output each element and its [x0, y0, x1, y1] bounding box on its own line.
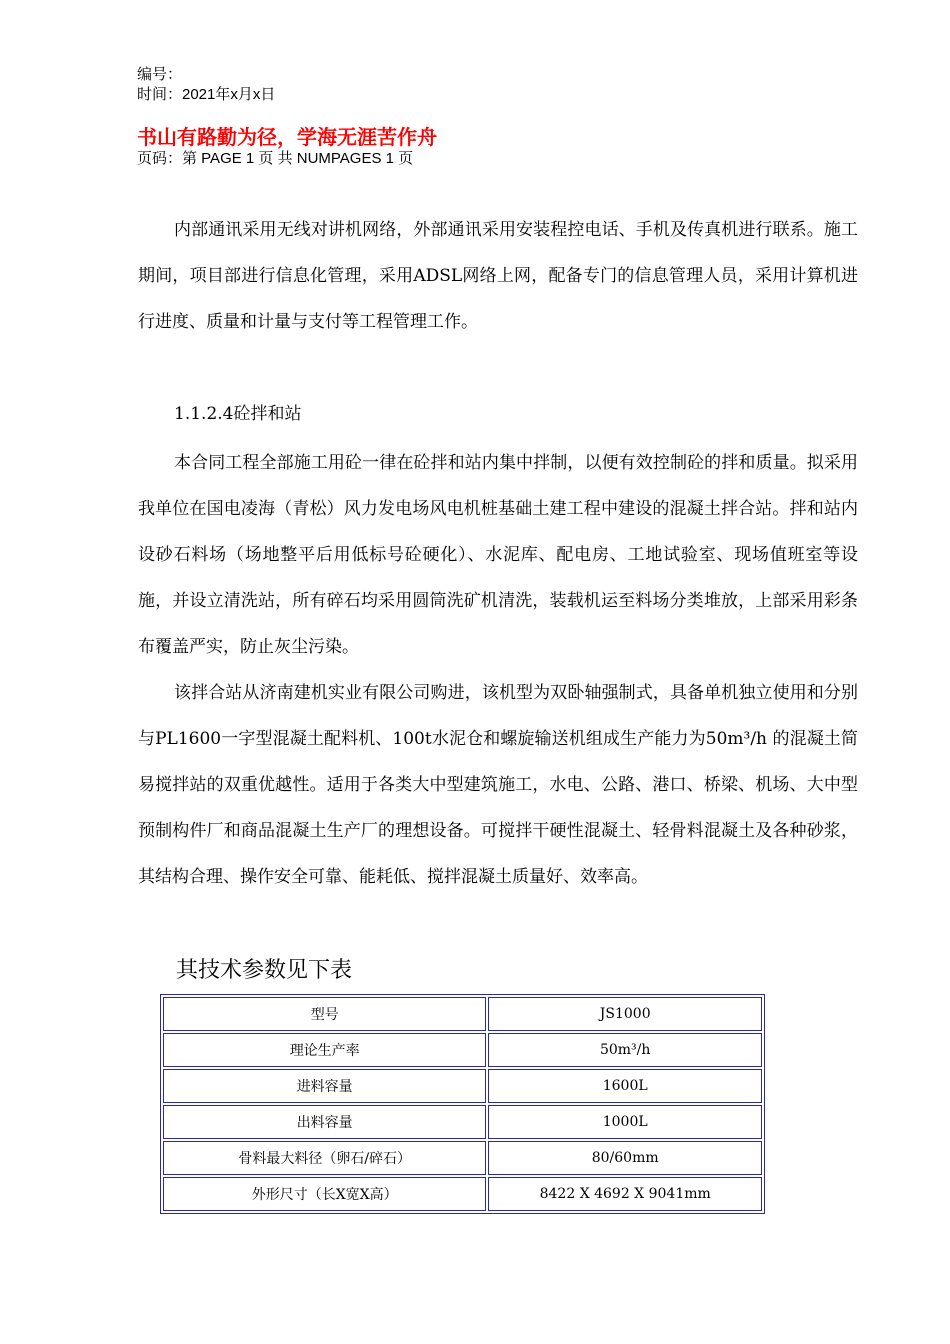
spec-table [160, 994, 765, 1214]
table-cell-name: 外形尺寸（长X宽X高） [163, 1177, 486, 1211]
table-row [163, 1177, 762, 1211]
table-cell-name: 出料容量 [163, 1105, 486, 1139]
paragraph-mixing-station: 本合同工程全部施工用砼一律在砼拌和站内集中拌制，以便有效控制砼的拌和质量。拟采用我单位在国电凌海（青松）风力发电场风电机桩基础土建工程中建设的混凝土拌合站。拌和站内设砂石料场（场地整平后用低标号砼硬化）、水泥库、配电房、工地试验室、现场值班室等设施，并设立清洗站，所有碎石均采用圆筒洗矿机清洗，装载机运至料场分类堆放，上部采用彩条布覆盖严实，防止灰尘污染。 [138, 453, 858, 657]
table-cell-value: JS1000 [488, 997, 762, 1031]
paragraph-communications: 内部通讯采用无线对讲机网络，外部通讯采用安装程控电话、手机及传真机进行联系。施工期间，项目部进行信息化管理，采用ADSL网络上网，配备专门的信息管理人员，采用计算机进行进度、质量和计量与支付等工程管理工作。 [138, 220, 858, 332]
table-row [163, 1141, 762, 1175]
table-cell-name: 型号 [163, 997, 486, 1031]
table-cell-value: 1600L [488, 1069, 762, 1103]
table-row [163, 1069, 762, 1103]
table-cell-value: 80/60mm [488, 1141, 762, 1175]
table-row [163, 1033, 762, 1067]
table-row [163, 1105, 762, 1139]
table-caption: 其技术参数见下表 [176, 958, 353, 983]
table-cell-name: 进料容量 [163, 1069, 486, 1103]
page-code-label: 页码：第 PAGE 1 页 共 NUMPAGES 1 页 [137, 150, 414, 167]
document-number-label: 编号： [137, 66, 183, 83]
table-cell-value: 1000L [488, 1105, 762, 1139]
paragraph-mixer-description: 该拌合站从济南建机实业有限公司购进，该机型为双卧轴强制式，具备单机独立使用和分别与PL1600一字型混凝土配料机、100t水泥仓和螺旋输送机组成生产能力为50m³/h 的混凝土简易搅拌站的双重优越性。适用于各类大中型建筑施工，水电、公路、港口、桥梁、机场、大中型预制构件厂和商品混凝土生产厂的理想设备。可搅拌干硬性混凝土、轻骨料混凝土及各种砂浆，其结构合理、操作安全可靠、能耗低、搅拌混凝土质量好、效率高。 [138, 683, 858, 887]
table-cell-name: 理论生产率 [163, 1033, 486, 1067]
document-time-label: 时间：2021年x月x日 [137, 86, 276, 103]
table-cell-value: 8422 X 4692 X 9041mm [488, 1177, 762, 1211]
section-heading-mixing-station: 1.1.2.4砼拌和站 [174, 404, 302, 424]
table-row [163, 997, 762, 1031]
table-cell-name: 骨料最大料径（卵石/碎石） [163, 1141, 486, 1175]
motto-heading: 书山有路勤为径，学海无涯苦作舟 [137, 125, 437, 149]
table-cell-value: 50m³/h [488, 1033, 762, 1067]
